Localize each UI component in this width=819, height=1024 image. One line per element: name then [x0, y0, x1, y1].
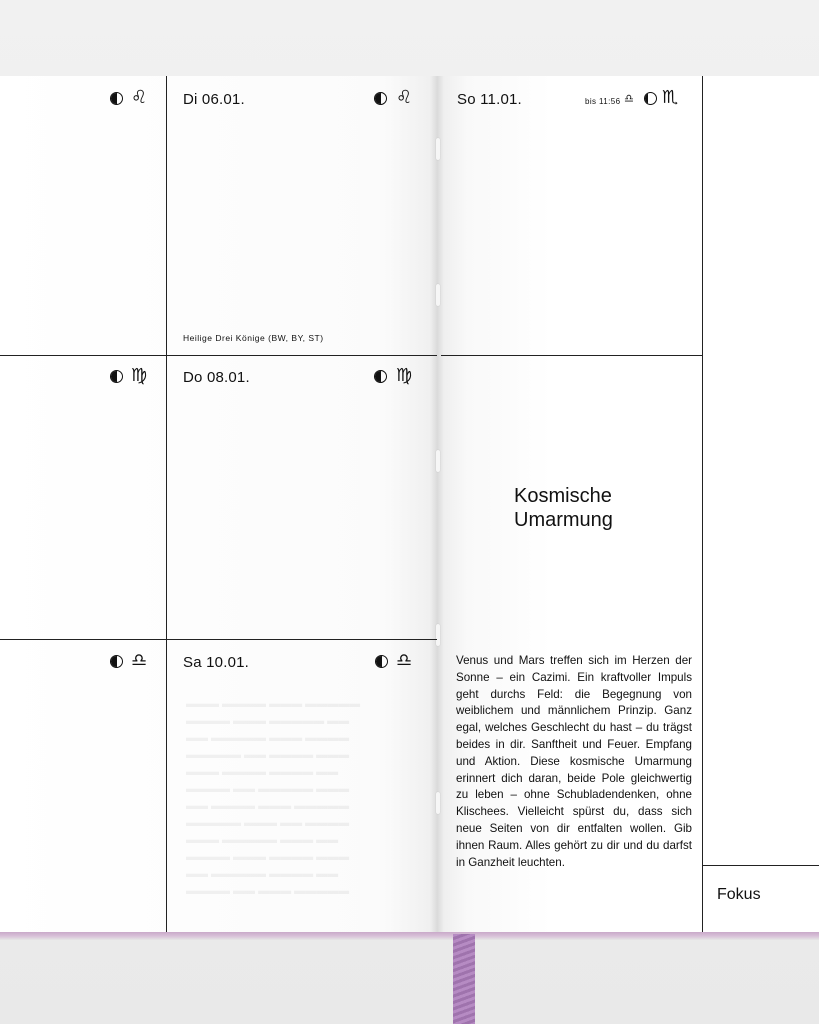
feature-body: Venus und Mars treffen sich im Herzen der Sonne – ein Cazimi. Ein kraftvoller Impuls geht durchs Feld: die Begegnung von weiblichem und männlichem Prinzip. Ganz egal, welches Geschlecht du hast – du trägst beides in dir. Sanftheit und Feuer. Empfang und Aktion. Diese kosmische Umarmung erinnert dich daran, beide Pole gleichwertig zu leben – ohne Schubladendenken, ohne Klischees. Vielleicht spürst du, dass sich neue Seiten von dir entfalten wollen. Gib ihnen Raum. Alles gehört zu dir und du darfst in Ganzheit leuchten.	[456, 654, 692, 869]
binding-stitch	[436, 792, 440, 814]
moon-phase-icon	[374, 370, 387, 383]
feature-title-line: Umarmung	[514, 509, 613, 531]
bookmark-ribbon	[453, 934, 475, 1024]
virgo-sign-icon: ♍	[131, 365, 148, 386]
grid-line	[0, 355, 437, 356]
holiday-label: Heilige Drei Könige (BW, BY, ST)	[183, 333, 324, 343]
time-note: bis 11:56	[585, 97, 621, 106]
feature-title-line: Kosmische	[514, 485, 612, 507]
page-edge	[0, 932, 819, 940]
open-planner	[0, 76, 819, 934]
leo-sign-icon: ♌	[131, 87, 148, 108]
binding-stitch	[436, 450, 440, 472]
libra-sign-icon: ♎	[624, 92, 634, 105]
date-label-sa: Sa 10.01.	[183, 654, 250, 671]
moon-phase-icon	[374, 92, 387, 105]
grid-line	[166, 76, 167, 934]
moon-phase-icon	[644, 92, 657, 105]
leo-sign-icon: ♌	[396, 87, 413, 108]
binding-stitch	[436, 284, 440, 306]
libra-sign-icon: ♎	[131, 650, 148, 671]
binding-stitch	[436, 138, 440, 160]
moon-phase-icon	[110, 655, 123, 668]
date-label-so: So 11.01.	[457, 91, 522, 108]
moon-phase-icon	[110, 370, 123, 383]
feature-title	[514, 484, 613, 532]
libra-sign-icon: ♎	[396, 650, 413, 671]
date-label-di: Di 06.01.	[183, 91, 245, 108]
grid-line	[703, 865, 819, 866]
date-label-do: Do 08.01.	[183, 369, 250, 386]
virgo-sign-icon: ♍	[396, 365, 413, 386]
grid-line	[702, 76, 703, 934]
moon-phase-icon	[110, 92, 123, 105]
moon-phase-icon	[375, 655, 388, 668]
scorpio-sign-icon: ♏	[662, 87, 679, 108]
fokus-label: Fokus	[717, 886, 761, 903]
binding-stitch	[436, 624, 440, 646]
show-through-text: ▬▬▬ ▬▬▬▬ ▬▬▬ ▬▬▬▬▬ ▬▬▬▬ ▬▬▬ ▬▬▬▬▬ ▬▬ ▬▬ ▬▬▬▬▬ ▬▬▬ ▬▬▬▬ ▬▬▬▬▬ ▬▬ ▬▬▬▬ ▬▬▬ ▬▬▬ ▬▬▬▬ ▬▬▬▬ ▬▬ ▬▬▬▬ ▬▬ ▬▬▬▬▬ ▬▬▬ ▬▬ ▬▬▬▬ ▬▬▬ ▬▬▬▬▬ ▬▬▬▬▬ ▬▬▬ ▬▬ ▬▬▬▬ ▬▬▬ ▬▬▬▬▬ ▬▬▬ ▬▬ ▬▬▬▬ ▬▬▬ ▬▬▬▬ ▬▬▬ ▬▬ ▬▬▬▬▬ ▬▬▬▬ ▬▬ ▬▬▬▬ ▬▬ ▬▬▬ ▬▬▬▬▬	[186, 698, 361, 897]
grid-line	[441, 355, 702, 356]
grid-line	[0, 639, 437, 640]
